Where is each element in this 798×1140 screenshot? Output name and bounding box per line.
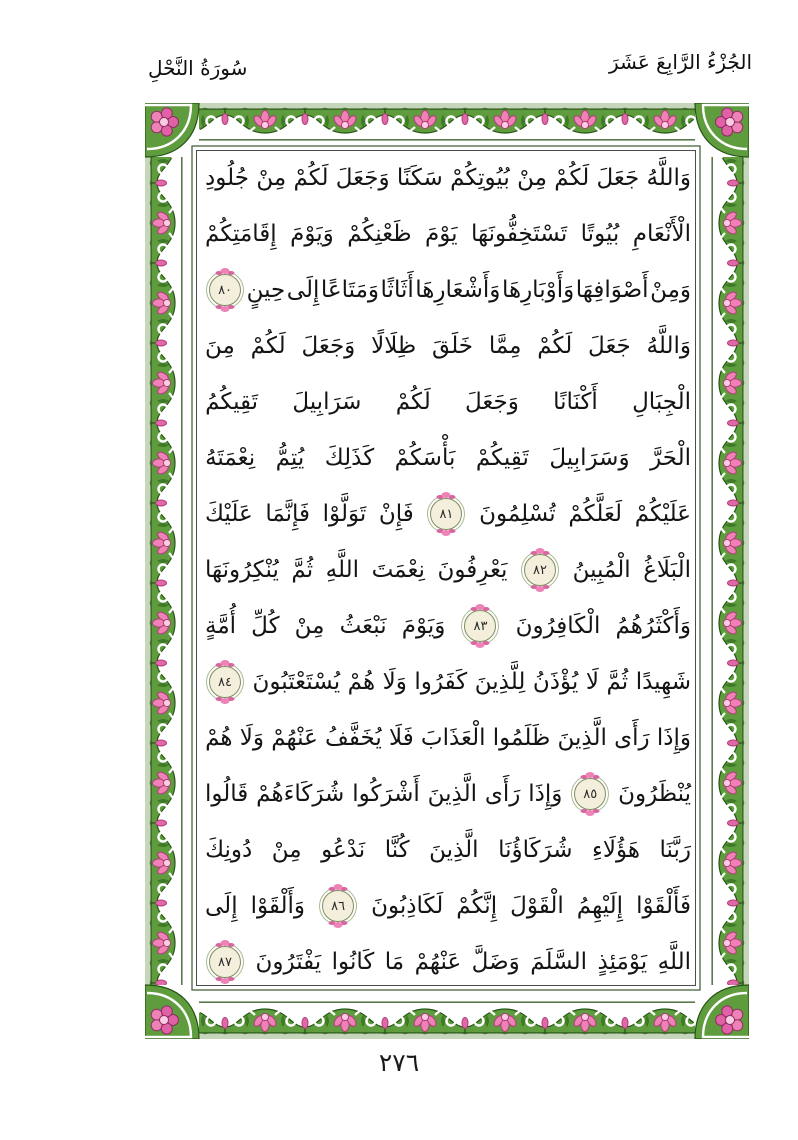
quran-word: اللَّهِ — [657, 949, 691, 975]
quran-word: فَإِنْ — [378, 501, 414, 527]
quran-word: بُيُوتًا — [580, 221, 620, 247]
surah-header-label: سُورَةُ النَّحْلِ — [148, 56, 248, 80]
quran-word: يُؤْذَنُ — [532, 669, 579, 695]
quran-line — [205, 822, 691, 878]
quran-word: وَيَوْمَ — [401, 613, 446, 639]
quran-word: مِنَ — [205, 333, 235, 359]
quran-word: أَشْرَكُوا — [352, 781, 420, 807]
quran-line — [205, 766, 691, 822]
quran-word: مَا — [384, 949, 405, 975]
quran-word: وَمَتَاعًا — [320, 277, 379, 303]
quran-word: جُلُودِ — [205, 165, 250, 191]
quran-word: تَوَلَّوْا — [322, 501, 367, 527]
quran-word: عَلَيْكُمْ — [634, 501, 691, 527]
quran-line — [205, 878, 691, 934]
quran-word: السَّلَمَ — [530, 949, 588, 975]
quran-word: وَيَوْمَ — [290, 221, 334, 247]
quran-word: قَالُوا — [205, 781, 249, 807]
quran-word: شُرَكَاؤُنَا — [498, 837, 573, 863]
quran-word: نَدْعُو — [321, 837, 366, 863]
quran-word: وَإِذَا — [656, 725, 691, 751]
quran-word: عَنْهُمْ — [414, 949, 462, 975]
quran-line — [205, 654, 691, 710]
quran-word: عَنْهُمْ — [271, 725, 318, 751]
quran-word: يُنْظَرُونَ — [618, 781, 691, 807]
quran-word: ظَعْنِكُمْ — [347, 221, 412, 247]
quran-line — [205, 486, 691, 542]
quran-line — [205, 430, 691, 486]
quran-word: رَبَّنَا — [659, 837, 691, 863]
quran-line — [205, 598, 691, 654]
quran-word: ثُمَّ — [606, 669, 629, 695]
quran-line — [205, 710, 691, 766]
quran-word: هُمْ — [205, 725, 233, 751]
quran-word: كَذَلِكَ — [324, 445, 375, 471]
quran-word: لَكُمْ — [395, 389, 431, 415]
quran-word: الْبَلَاغُ — [643, 557, 691, 583]
quran-word: يُتِمُّ — [275, 445, 305, 471]
quran-word: هُمْ — [347, 669, 376, 695]
corner-flower-bottom-left — [145, 985, 199, 1039]
quran-word: لَكُمْ — [293, 165, 329, 191]
quran-line — [205, 542, 691, 598]
quran-word: إِلَى — [205, 893, 238, 919]
quran-word: فَأَلْقَوْا — [636, 893, 691, 919]
quran-word: حِينٍ — [246, 277, 286, 303]
page-number: ٢٧٦ — [378, 1048, 420, 1077]
verse-end-marker: ٨٧ — [209, 946, 241, 978]
quran-word: وَضَلَّ — [471, 949, 520, 975]
quran-word: الَّذِينَ — [557, 725, 607, 751]
quran-word: لَكُمْ — [554, 165, 590, 191]
quran-word: ظَلَمُوا — [492, 725, 551, 751]
quran-word: فَلَا — [388, 725, 414, 751]
quran-word: اللَّهِ — [325, 557, 360, 583]
quran-word: فَإِنَّمَا — [265, 501, 311, 527]
quran-word: لَكَاذِبُونَ — [371, 893, 444, 919]
quran-word: يَعْرِفُونَ — [437, 557, 508, 583]
juz-header-label: الجُزْءُ الرَّابِعَ عَشَرَ — [609, 50, 752, 74]
corner-flower-top-left — [145, 103, 199, 157]
quran-word: شُرَكَاءَهُمْ — [256, 781, 345, 807]
quran-word: مِنْ — [271, 837, 302, 863]
quran-word: عَلَيْكَ — [205, 501, 253, 527]
quran-word: الْأَنْعَامِ — [632, 221, 691, 247]
verse-end-marker: ٨٤ — [209, 666, 241, 698]
quran-word: كَانُوا — [331, 949, 375, 975]
quran-word: وَأَوْبَارِهَا — [501, 277, 575, 303]
quran-word: لَكُمْ — [537, 333, 573, 359]
quran-word: الْكَافِرُونَ — [515, 613, 601, 639]
quran-word: جَعَلَ — [596, 165, 640, 191]
quran-word: وَجَعَلَ — [301, 333, 356, 359]
quran-word: يَوْمَ — [425, 221, 458, 247]
quran-word: وَسَرَابِيلَ — [549, 445, 630, 471]
verse-end-marker: ٨٣ — [464, 610, 496, 642]
quran-word: نِعْمَتَ — [371, 557, 425, 583]
quran-word: نَبْعَثُ — [339, 613, 387, 639]
quran-word: وَجَعَلَ — [335, 165, 390, 191]
corner-flower-top-right — [695, 103, 749, 157]
quran-word: الْمُبِينُ — [572, 557, 631, 583]
quran-word: أَكْنَانًا — [553, 389, 598, 415]
quran-word: بَأْسَكُمْ — [394, 445, 456, 471]
quran-line — [205, 934, 691, 990]
quran-word: وَلَا — [382, 669, 407, 695]
quran-word: يَوْمَئِذٍ — [597, 949, 648, 975]
verse-end-marker: ٨٥ — [574, 778, 606, 810]
quran-word: بُيُوتِكُمْ — [450, 165, 510, 191]
quran-word: دُونِكَ — [205, 837, 253, 863]
quran-text-area — [205, 150, 691, 990]
quran-line — [205, 374, 691, 430]
quran-line — [205, 318, 691, 374]
quran-word: كُنَّا — [384, 837, 410, 863]
quran-word: مِنْ — [256, 165, 287, 191]
corner-flower-bottom-right — [695, 985, 749, 1039]
quran-word: يَفْتَرُونَ — [255, 949, 322, 975]
quran-word: جَعَلَ — [588, 333, 631, 359]
quran-word: خَلَقَ — [432, 333, 474, 359]
quran-word: إِلَى — [286, 277, 320, 303]
quran-word: الْقَوْلَ — [510, 893, 564, 919]
quran-word: تَقِيكُمُ — [205, 389, 259, 415]
verse-end-marker: ٨٠ — [209, 274, 241, 306]
quran-word: إِلَيْهِمُ — [576, 893, 624, 919]
quran-word: أَثَاثًا — [380, 277, 414, 303]
verse-end-marker: ٨٦ — [322, 890, 354, 922]
quran-word: أُمَّةٍ — [205, 613, 237, 639]
quran-word: لَكُمْ — [250, 333, 286, 359]
quran-word: يُخَفَّفُ — [325, 725, 382, 751]
quran-word: رَأَى — [614, 725, 650, 751]
quran-word: يُنْكِرُونَهَا — [205, 557, 279, 583]
quran-word: سَكَنًا — [396, 165, 443, 191]
quran-word: تَقِيكُمْ — [475, 445, 529, 471]
quran-word: هَؤُلَاءِ — [592, 837, 640, 863]
quran-word: وَأَكْثَرُهُمُ — [615, 613, 691, 639]
quran-word: تُسْلِمُونَ — [479, 501, 556, 527]
quran-word: أَصْوَافِهَا — [575, 277, 649, 303]
quran-line — [205, 206, 691, 262]
quran-line — [205, 150, 691, 206]
quran-word: الْعَذَابَ — [420, 725, 486, 751]
quran-word: وَجَعَلَ — [465, 389, 519, 415]
quran-word: الْحَرَّ — [650, 445, 691, 471]
quran-word: وَأَشْعَارِهَا — [415, 277, 501, 303]
quran-word: كَفَرُوا — [414, 669, 468, 695]
quran-word: وَلَا — [239, 725, 264, 751]
quran-word: كُلِّ — [251, 613, 280, 639]
quran-word: وَأَلْقَوْا — [250, 893, 306, 919]
quran-word: شَهِيدًا — [635, 669, 691, 695]
quran-word: الَّذِينَ — [429, 837, 479, 863]
quran-word: وَاللَّهُ — [646, 333, 691, 359]
quran-word: مِنْ — [517, 165, 547, 191]
quran-word: إِنَّكُمْ — [456, 893, 498, 919]
quran-word: يُسْتَعْتَبُونَ — [252, 669, 341, 695]
quran-word: تَسْتَخِفُّونَهَا — [470, 221, 568, 247]
quran-word: نِعْمَتَهُ — [205, 445, 256, 471]
verse-end-marker: ٨١ — [430, 498, 462, 530]
verse-end-marker: ٨٢ — [524, 554, 556, 586]
quran-word: إِقَامَتِكُمْ — [205, 221, 277, 247]
quran-word: لَعَلَّكُمْ — [568, 501, 623, 527]
quran-word: وَمِنْ — [650, 277, 691, 303]
quran-line — [205, 262, 691, 318]
quran-word: مِمَّا — [488, 333, 522, 359]
quran-word: الْجِبَالِ — [632, 389, 691, 415]
quran-word: سَرَابِيلَ — [292, 389, 362, 415]
quran-word: ظِلَالًا — [371, 333, 417, 359]
quran-word: الَّذِينَ — [427, 781, 478, 807]
quran-word: لَا — [585, 669, 599, 695]
quran-word: ثُمَّ — [291, 557, 314, 583]
quran-word: لِلَّذِينَ — [474, 669, 526, 695]
quran-word: وَإِذَا — [528, 781, 563, 807]
quran-word: مِنْ — [294, 613, 325, 639]
quran-word: رَأَى — [484, 781, 521, 807]
quran-word: وَاللَّهُ — [646, 165, 691, 191]
